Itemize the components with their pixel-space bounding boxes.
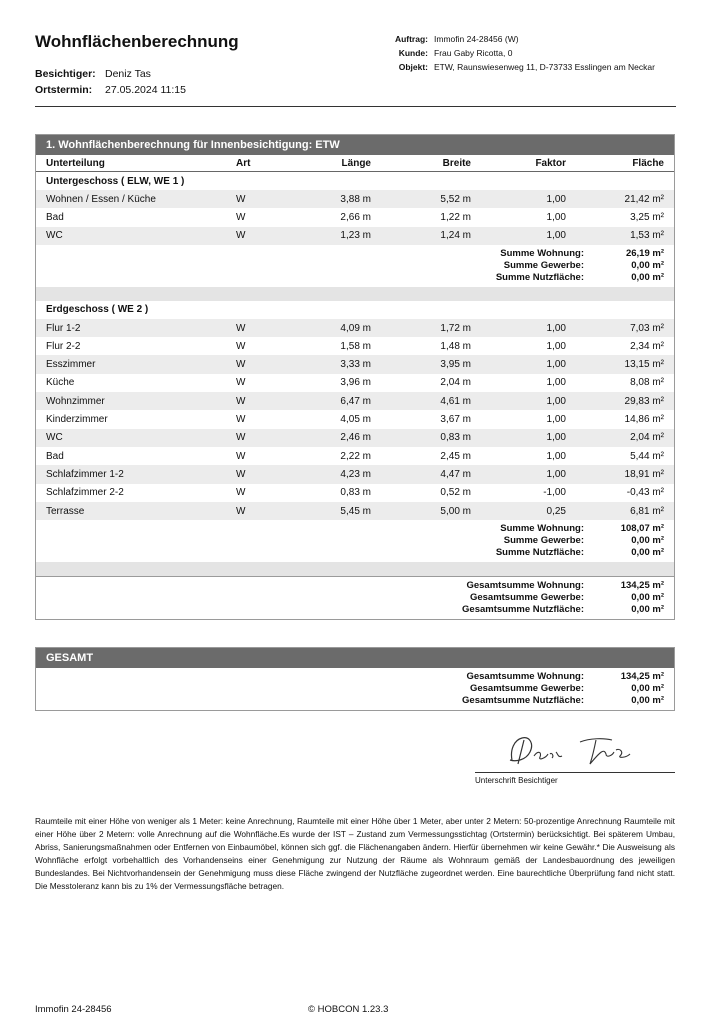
- sum-value: 0,00 m²: [631, 535, 664, 547]
- cell-faktor: 1,00: [481, 465, 576, 483]
- cell-laenge: 2,66 m: [340, 211, 371, 223]
- cell-breite: 5,52 m: [381, 190, 481, 208]
- cell-unterteilung: Wohnen / Essen / Küche: [36, 190, 226, 208]
- col-flaeche: Fläche: [576, 155, 674, 172]
- cell-unterteilung: Wohnzimmer: [36, 392, 226, 410]
- cell-art: W: [236, 414, 246, 426]
- sum-label: Summe Gewerbe:: [503, 535, 584, 547]
- cell-flaeche: 1,53 m²: [576, 227, 674, 245]
- cell-flaeche: 2,34 m²: [630, 340, 664, 352]
- cell-faktor: 1,00: [481, 392, 576, 410]
- gesamt-totals: [36, 668, 674, 710]
- signature-line: [475, 772, 675, 773]
- cell-flaeche: 29,83 m²: [576, 392, 674, 410]
- group-sum-row: [36, 520, 674, 562]
- kunde-value: Frau Gaby Ricotta, 0: [434, 48, 513, 58]
- cell-flaeche: 21,42 m²: [576, 190, 674, 208]
- table-row: [36, 502, 674, 520]
- auftrag-label: Auftrag:: [394, 34, 428, 44]
- total-label: Gesamtsumme Wohnung:: [466, 580, 584, 592]
- cell-flaeche: 7,03 m²: [576, 319, 674, 337]
- col-art: Art: [226, 155, 286, 172]
- inspection-meta: [35, 66, 186, 98]
- sum-value: 108,07 m²: [620, 523, 664, 535]
- auftrag-value: Immofin 24-28456 (W): [434, 34, 519, 44]
- cell-laenge: 4,23 m: [286, 465, 381, 483]
- total-value: 0,00 m²: [631, 695, 664, 706]
- table-header-row: [36, 155, 674, 172]
- cell-breite: 1,22 m: [440, 211, 471, 223]
- cell-breite: 3,95 m: [381, 355, 481, 373]
- cell-unterteilung: Esszimmer: [36, 355, 226, 373]
- cell-faktor: 1,00: [546, 414, 566, 426]
- cell-faktor: 1,00: [481, 429, 576, 447]
- cell-laenge: 3,88 m: [286, 190, 381, 208]
- total-row: [36, 580, 664, 592]
- cell-unterteilung: Kinderzimmer: [46, 414, 108, 426]
- cell-flaeche: 13,15 m²: [576, 355, 674, 373]
- cell-breite: 0,52 m: [440, 487, 471, 499]
- sum-label: Summe Nutzfläche:: [495, 547, 584, 559]
- cell-faktor: 1,00: [481, 227, 576, 245]
- table-row: [36, 410, 674, 428]
- table-row: [36, 484, 674, 502]
- cell-unterteilung: Flur 1-2: [36, 319, 226, 337]
- cell-art: W: [226, 227, 286, 245]
- section-title: 1. Wohnflächenberechnung für Innenbesichtigung: ETW: [36, 135, 674, 155]
- cell-laenge: 3,96 m: [340, 377, 371, 389]
- objekt-label: Objekt:: [398, 62, 428, 72]
- total-row: [36, 695, 664, 707]
- cell-laenge: 4,09 m: [286, 319, 381, 337]
- cell-faktor: 1,00: [481, 319, 576, 337]
- room-table: [36, 155, 674, 576]
- signature-label: Unterschrift Besichtiger: [475, 776, 558, 785]
- col-laenge: Länge: [286, 155, 381, 172]
- cell-breite: 3,67 m: [440, 414, 471, 426]
- footer-order-ref: Immofin 24-28456: [35, 1004, 112, 1015]
- order-meta: [378, 32, 655, 74]
- cell-art: W: [226, 465, 286, 483]
- sum-value: 0,00 m²: [631, 547, 664, 559]
- total-row: [36, 604, 664, 616]
- cell-art: W: [236, 487, 246, 499]
- cell-breite: 2,45 m: [440, 450, 471, 462]
- cell-faktor: 1,00: [546, 340, 566, 352]
- total-row: [36, 592, 664, 604]
- cell-faktor: 0,25: [481, 502, 576, 520]
- cell-unterteilung: Terrasse: [36, 502, 226, 520]
- cell-breite: 0,83 m: [381, 429, 481, 447]
- cell-art: W: [226, 502, 286, 520]
- col-breite: Breite: [381, 155, 481, 172]
- cell-unterteilung: Bad: [46, 450, 64, 462]
- cell-faktor: 1,00: [546, 450, 566, 462]
- section-innenbesichtigung: [35, 134, 675, 620]
- cell-faktor: 1,00: [546, 377, 566, 389]
- cell-unterteilung: Schlafzimmer 1-2: [36, 465, 226, 483]
- cell-unterteilung: Flur 2-2: [46, 340, 81, 352]
- group-name: Untergeschoss ( ELW, WE 1 ): [46, 175, 185, 187]
- sum-label: Summe Wohnung:: [500, 247, 584, 259]
- cell-unterteilung: Küche: [46, 377, 75, 389]
- cell-flaeche: 6,81 m²: [576, 502, 674, 520]
- sum-value: 0,00 m²: [631, 259, 664, 271]
- section-spacer: [36, 562, 674, 576]
- cell-breite: 5,00 m: [381, 502, 481, 520]
- total-value: 0,00 m²: [631, 604, 664, 616]
- gesamt-title: GESAMT: [36, 648, 674, 668]
- sum-row: [36, 272, 664, 284]
- cell-flaeche: -0,43 m²: [626, 487, 664, 499]
- table-row: [36, 447, 674, 465]
- sum-label: Summe Wohnung:: [500, 523, 584, 535]
- table-row: [36, 465, 674, 483]
- sum-label: Summe Gewerbe:: [503, 259, 584, 271]
- cell-flaeche: 18,91 m²: [576, 465, 674, 483]
- total-label: Gesamtsumme Gewerbe:: [469, 683, 584, 694]
- ortstermin-value: 27.05.2024 11:15: [105, 84, 186, 96]
- cell-laenge: 4,05 m: [340, 414, 371, 426]
- cell-flaeche: 14,86 m²: [624, 414, 664, 426]
- cell-art: W: [226, 190, 286, 208]
- sum-row: [36, 523, 664, 535]
- section-spacer: [36, 287, 674, 301]
- table-row: [36, 355, 674, 373]
- objekt-value: ETW, Raunswiesenweg 11, D-73733 Esslingen am Neckar: [434, 62, 655, 72]
- cell-unterteilung: WC: [36, 227, 226, 245]
- cell-art: W: [226, 319, 286, 337]
- sum-row: [36, 535, 664, 547]
- cell-breite: 1,72 m: [381, 319, 481, 337]
- kunde-label: Kunde:: [398, 48, 428, 58]
- table-row: [36, 374, 674, 392]
- total-label: Gesamtsumme Wohnung:: [466, 671, 584, 682]
- besichtiger-label: Besichtiger:: [35, 68, 96, 80]
- total-row: [36, 671, 664, 683]
- total-label: Gesamtsumme Nutzfläche:: [462, 604, 584, 616]
- cell-breite: 1,48 m: [440, 340, 471, 352]
- cell-faktor: -1,00: [543, 487, 566, 499]
- cell-breite: 4,61 m: [381, 392, 481, 410]
- table-row: [36, 190, 674, 208]
- total-value: 134,25 m²: [620, 671, 664, 682]
- total-label: Gesamtsumme Nutzfläche:: [462, 695, 584, 706]
- sum-row: [36, 248, 664, 260]
- col-faktor: Faktor: [481, 155, 576, 172]
- cell-unterteilung: WC: [36, 429, 226, 447]
- cell-art: W: [236, 211, 246, 223]
- sum-row: [36, 260, 664, 272]
- cell-unterteilung: Bad: [46, 211, 64, 223]
- cell-laenge: 1,58 m: [340, 340, 371, 352]
- disclaimer-text: Raumteile mit einer Höhe von weniger als 1 Meter: keine Anrechnung, Raumteile mit einer Höhe über 1 Meter, aber unter 2 Metern: 50-prozentige Anrechnung Raumteile mit einer Höhe über 2 Metern: volle Anrechnung auf die Wohnfläche.Es wurde der IST – Zustand zum Vermessungsstichtag (Ortstermin) berücksichtigt. Bei späterem Umbau, Abriss, Sanierungsmaßnahmen oder Entfernen von Einbaumöbel, können sich ggf. die Flächenangaben ändern. Hierfür übernehmen wir keine Gewähr.* Die Ausweisung als Wohnfläche erfolgt vorbehaltlich des Vorhandenseins einer Genehmigung zur Nutzung der Räume als Wohnraum gemäß der Landesbauordnung des jeweiligen Bundeslandes. Bei Nichtvorhandensein der Genehmigung muss diese Fläche zwingend der Nutzfläche zugeordnet werden. Eine baurechtliche Überprüfung fand nicht statt. Die Messtoleranz kann bis zu 1% der Vermessungsfläche betragen.: [35, 816, 675, 891]
- total-value: 0,00 m²: [631, 683, 664, 694]
- total-label: Gesamtsumme Gewerbe:: [469, 592, 584, 604]
- header-divider: [35, 106, 676, 107]
- section-gesamt: [35, 647, 675, 711]
- table-row: [36, 392, 674, 410]
- cell-art: W: [236, 377, 246, 389]
- cell-laenge: 6,47 m: [286, 392, 381, 410]
- table-row: [36, 319, 674, 337]
- cell-laenge: 0,83 m: [340, 487, 371, 499]
- page-title: Wohnflächenberechnung: [35, 32, 239, 51]
- group-name: Erdgeschoss ( WE 2 ): [46, 304, 149, 316]
- cell-faktor: 1,00: [481, 355, 576, 373]
- group-header-row: [36, 301, 674, 319]
- cell-art: W: [226, 429, 286, 447]
- table-row: [36, 208, 674, 226]
- table-row: [36, 227, 674, 245]
- section-totals: [36, 576, 674, 619]
- cell-flaeche: 3,25 m²: [630, 211, 664, 223]
- cell-faktor: 1,00: [546, 211, 566, 223]
- besichtiger-value: Deniz Tas: [105, 68, 151, 80]
- cell-art: W: [236, 340, 246, 352]
- cell-art: W: [236, 450, 246, 462]
- cell-laenge: 2,22 m: [340, 450, 371, 462]
- cell-flaeche: 5,44 m²: [630, 450, 664, 462]
- cell-art: W: [226, 392, 286, 410]
- cell-flaeche: 8,08 m²: [630, 377, 664, 389]
- cell-breite: 1,24 m: [381, 227, 481, 245]
- signature-image: [500, 730, 640, 770]
- ortstermin-label: Ortstermin:: [35, 84, 93, 96]
- col-unterteilung: Unterteilung: [36, 155, 226, 172]
- cell-flaeche: 2,04 m²: [576, 429, 674, 447]
- cell-laenge: 1,23 m: [286, 227, 381, 245]
- group-sums: [36, 245, 674, 287]
- cell-breite: 2,04 m: [440, 377, 471, 389]
- sum-value: 26,19 m²: [625, 247, 664, 259]
- sum-value: 0,00 m²: [631, 271, 664, 283]
- cell-laenge: 5,45 m: [286, 502, 381, 520]
- group-sum-row: [36, 245, 674, 287]
- cell-unterteilung: Schlafzimmer 2-2: [46, 487, 124, 499]
- cell-art: W: [226, 355, 286, 373]
- group-header-row: [36, 172, 674, 191]
- total-value: 134,25 m²: [620, 580, 664, 592]
- cell-breite: 4,47 m: [381, 465, 481, 483]
- footer-copyright: © HOBCON 1.23.3: [308, 1004, 389, 1015]
- total-row: [36, 683, 664, 695]
- cell-laenge: 3,33 m: [286, 355, 381, 373]
- total-value: 0,00 m²: [631, 592, 664, 604]
- group-sums: [36, 520, 674, 562]
- table-row: [36, 429, 674, 447]
- sum-row: [36, 547, 664, 559]
- cell-laenge: 2,46 m: [286, 429, 381, 447]
- sum-label: Summe Nutzfläche:: [495, 271, 584, 283]
- table-row: [36, 337, 674, 355]
- cell-faktor: 1,00: [481, 190, 576, 208]
